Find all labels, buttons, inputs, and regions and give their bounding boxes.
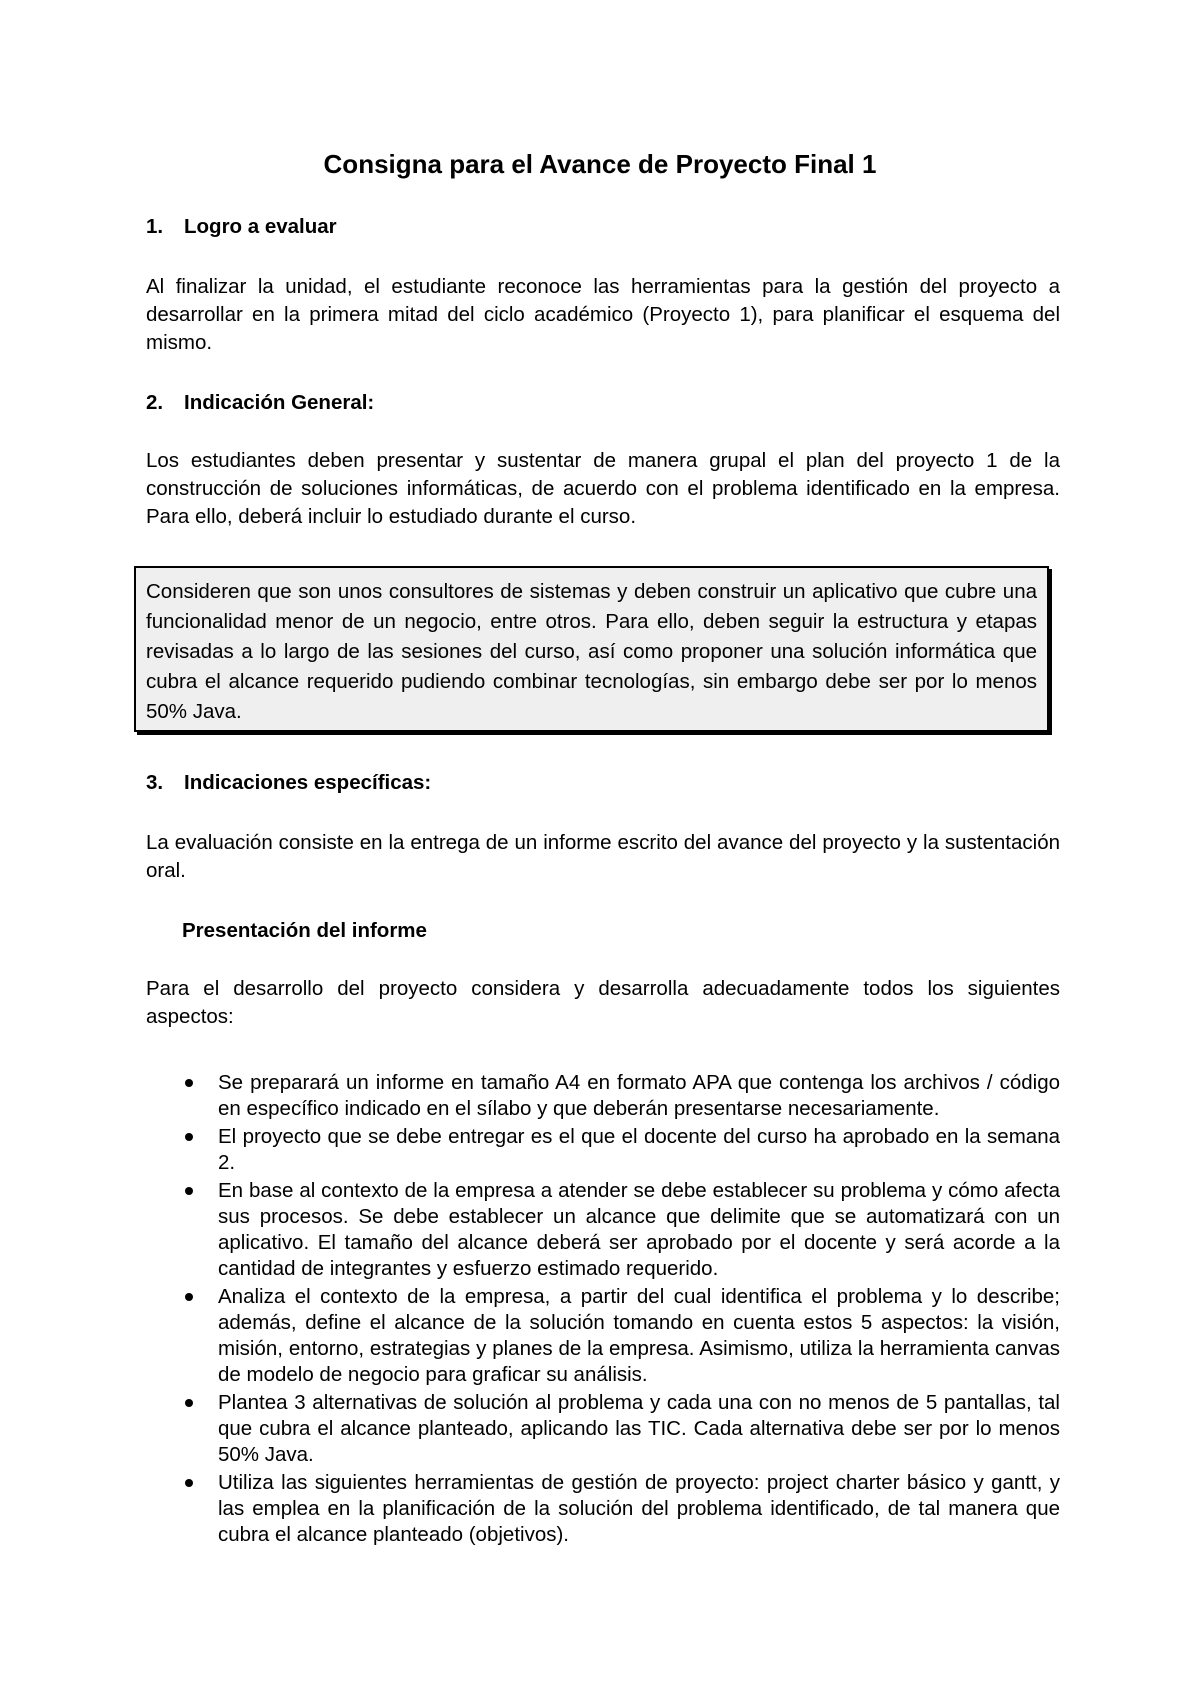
bullet-icon — [185, 1479, 193, 1487]
document-title: Consigna para el Avance de Proyecto Final 1 — [323, 149, 877, 179]
list-item-text: En base al contexto de la empresa a atender se debe establecer su problema y cómo afecta sus procesos. Se debe establecer un alcance que delimite que se automatizará con un aplicativo. El tamaño del alcance deberá ser aprobado por el docente y será acorde a la cantidad de integrantes y esfuerzo estimado requerido. — [218, 1179, 1060, 1280]
section-3-title: Indicaciones específicas: — [184, 771, 432, 794]
note-box: Consideren que son unos consultores de sistemas y deben construir un aplicativo que cubre una funcionalidad menor de un negocio, entre otros. Para ello, deben seguir la estructura y etapas revisadas a lo largo de las sesiones del curso, así como proponer una solución informática que cubra el alcance requerido pudiendo combinar tecnologías, sin embargo debe ser por lo menos 50% Java. — [134, 566, 1049, 732]
list-item — [180, 1178, 1060, 1282]
bullet-icon — [185, 1293, 193, 1301]
section-2-text: Los estudiantes deben presentar y sustentar de manera grupal el plan del proyecto 1 de la construcción de soluciones informáticas, de acuerdo con el problema identificado en la empresa. Para ello, deberá incluir lo estudiado durante el curso. — [146, 449, 1060, 528]
section-1-text: Al finalizar la unidad, el estudiante reconoce las herramientas para la gestión del proyecto a desarrollar en la primera mitad del ciclo académico (Proyecto 1), para planificar el esquema del mismo. — [146, 275, 1060, 354]
section-3-number: 3. — [146, 771, 164, 794]
list-item-text: El proyecto que se debe entregar es el que el docente del curso ha aprobado en la semana 2. — [218, 1125, 1060, 1174]
section-1-title: Logro a evaluar — [184, 215, 337, 238]
section-3-heading — [146, 770, 431, 796]
bullet-icon — [185, 1079, 193, 1087]
section-2-title: Indicación General: — [184, 391, 375, 414]
list-item-text: Analiza el contexto de la empresa, a partir del cual identifica el problema y lo describe; además, define el alcance de la solución tomando en cuenta estos 5 aspectos: la visión, misión, entorno, estrategias y planes de la empresa. Asimismo, utiliza la herramienta canvas de modelo de negocio para graficar su análisis. — [218, 1285, 1060, 1386]
list-item-text: Utiliza las siguientes herramientas de gestión de proyecto: project charter básico y gantt, y las emplea en la planificación de la solución del problema identificado, de tal manera que cubra el alcance planteado (objetivos). — [218, 1471, 1060, 1546]
list-item — [180, 1284, 1060, 1388]
section-2-number: 2. — [146, 391, 164, 414]
presentation-intro: Para el desarrollo del proyecto considera y desarrolla adecuadamente todos los siguientes aspectos: — [146, 977, 1060, 1028]
presentation-subheading: Presentación del informe — [182, 919, 427, 942]
section-1-heading — [146, 214, 337, 240]
bullet-icon — [185, 1133, 193, 1141]
list-item — [180, 1070, 1060, 1122]
section-2-heading — [146, 390, 374, 416]
list-item-text: Plantea 3 alternativas de solución al problema y cada una con no menos de 5 pantallas, tal que cubra el alcance planteado, aplicando las TIC. Cada alternativa debe ser por lo menos 50% Java. — [218, 1391, 1060, 1466]
bullet-icon — [185, 1187, 193, 1195]
bullet-icon — [185, 1399, 193, 1407]
section-1-number: 1. — [146, 215, 164, 238]
list-item — [180, 1390, 1060, 1468]
section-3-text: La evaluación consiste en la entrega de un informe escrito del avance del proyecto y la sustentación oral. — [146, 831, 1060, 882]
list-item — [180, 1124, 1060, 1176]
requirements-list — [180, 1070, 1060, 1550]
list-item — [180, 1470, 1060, 1548]
list-item-text: Se preparará un informe en tamaño A4 en formato APA que contenga los archivos / código en específico indicado en el sílabo y que deberán presentarse necesariamente. — [218, 1071, 1060, 1120]
